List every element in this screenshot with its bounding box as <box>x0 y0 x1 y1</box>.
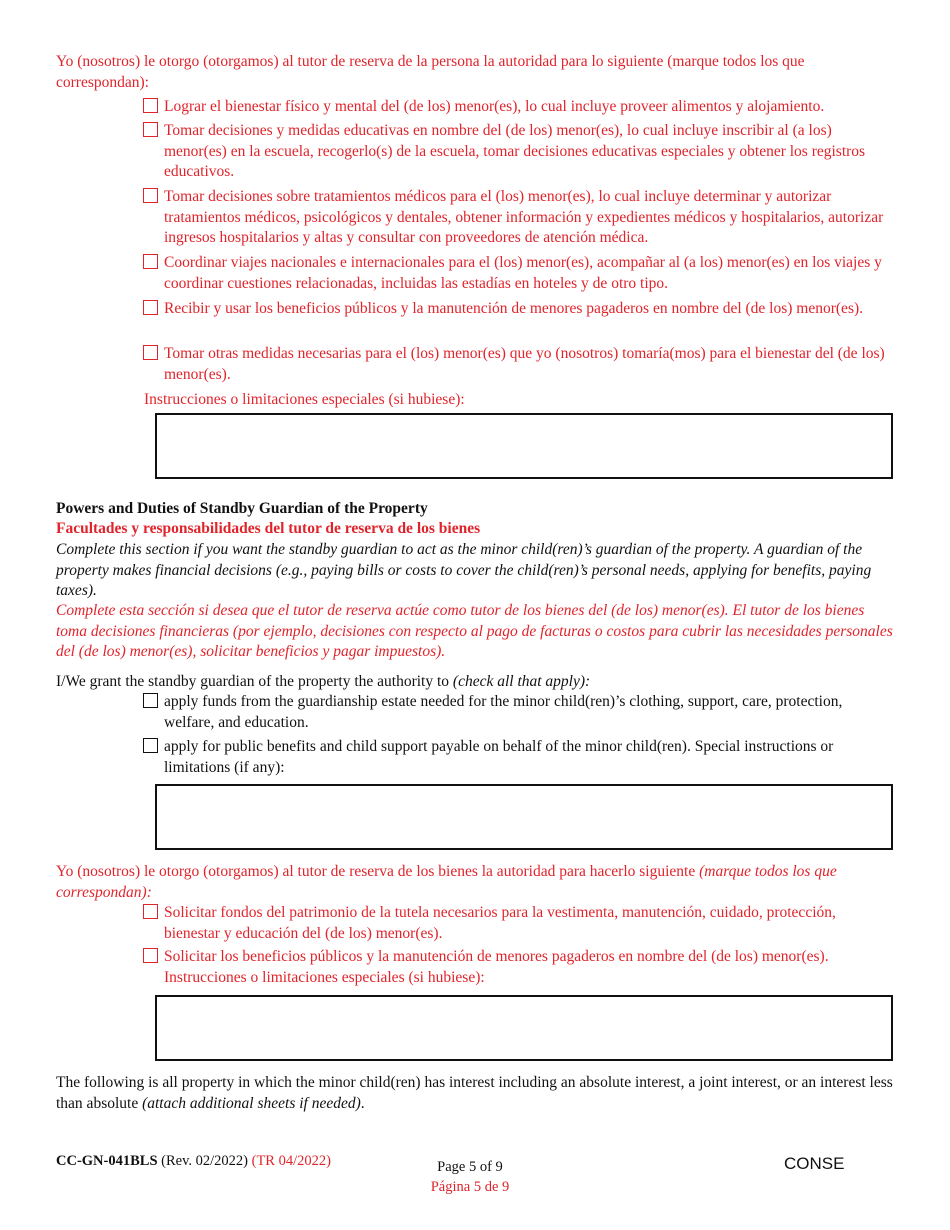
checkbox-label: Coordinar viajes nacionales e internacionales para el (los) menor(es), acompañar al (a los) menor(es) en los viajes y coordinar cuestiones relacionadas, incluidas las estadías en hoteles y de otro tipo. <box>164 254 882 292</box>
checkbox-label: apply for public benefits and child support payable on behalf of the minor child(ren). Special instructions or limitations (if any): <box>164 738 834 776</box>
checkbox-item[interactable] <box>143 903 895 944</box>
checkbox-label: Tomar decisiones y medidas educativas en nombre del (de los) menor(es), lo cual incluye inscribir al (a los) menor(es) en la escuela, recogerlo(s) de la escuela, tomar decisiones educativas especiales y obtener los registros educativos. <box>164 122 866 181</box>
checkbox-item[interactable] <box>143 344 895 385</box>
checkbox[interactable] <box>143 948 158 963</box>
instructions-text-box[interactable] <box>155 413 893 479</box>
grant-authority-en: I/We grant the standby guardian of the property the authority to (check all that apply): <box>56 673 591 690</box>
checkbox[interactable] <box>143 345 158 360</box>
form-identifier: CC-GN-041BLS (Rev. 02/2022) (TR 04/2022) <box>56 1153 331 1169</box>
checkbox[interactable] <box>143 904 158 919</box>
checkbox-label: Lograr el bienestar físico y mental del (de los) menor(es), lo cual incluye proveer alimentos y alojamiento. <box>164 98 825 115</box>
checkbox-item[interactable] <box>143 737 895 778</box>
checkbox-label: Tomar decisiones sobre tratamientos médicos para el (los) menor(es), lo cual incluye determinar y autorizar tratamientos médicos, psicológicos y dentales, obtener información y expedientes médicos y hospitalarios, autorizar ingresos hospitalarios y altas y consultar con proveedores de atención médica. <box>164 188 884 247</box>
checkbox-label: Recibir y usar los beneficios públicos y la manutención de menores pagaderos en nombre del (de los) menor(es). <box>164 300 864 317</box>
conse-label: CONSE <box>784 1154 845 1173</box>
section-heading-es: Facultades y responsabilidades del tutor de reserva de los bienes <box>56 520 481 537</box>
checkbox-item[interactable] <box>143 947 895 988</box>
checkbox-label: apply funds from the guardianship estate needed for the minor child(ren)’s clothing, support, care, protection, welfare, and education. <box>164 693 843 731</box>
instructions-text-box[interactable] <box>155 995 893 1061</box>
grant-authority-es: Yo (nosotros) le otorgo (otorgamos) al tutor de reserva de los bienes la autoridad para hacerlo siguiente (marque todos los que correspondan): <box>56 863 837 901</box>
checkbox[interactable] <box>143 122 158 137</box>
checkbox-item[interactable] <box>143 121 895 183</box>
instructions-label-es: Instrucciones o limitaciones especiales (si hubiese): <box>144 391 465 408</box>
page-number-en: Page 5 of 9 <box>437 1159 503 1175</box>
checkbox[interactable] <box>143 188 158 203</box>
instructions-text-box[interactable] <box>155 784 893 850</box>
checkbox-label: Solicitar fondos del patrimonio de la tutela necesarios para la vestimenta, manutención, cuidado, protección, bienestar y educación del (de los) menor(es). <box>164 904 836 942</box>
checkbox-item[interactable] <box>143 187 895 249</box>
page-number-es: Página 5 de 9 <box>430 1179 510 1195</box>
section-heading-en: Powers and Duties of Standby Guardian of the Property <box>56 500 428 517</box>
checkbox-item[interactable] <box>143 97 895 118</box>
personal-intro-es: Yo (nosotros) le otorgo (otorgamos) al tutor de reserva de la persona la autoridad para lo siguiente (marque todos los que correspondan): <box>56 53 805 91</box>
property-list-intro: The following is all property in which the minor child(ren) has interest including an absolute interest, a joint interest, or an interest less than absolute (attach additional sheets if needed). <box>56 1074 893 1112</box>
checkbox[interactable] <box>143 98 158 113</box>
checkbox-label: Tomar otras medidas necesarias para el (los) menor(es) que yo (nosotros) tomaría(mos) para el bienestar del (de los) menor(es). <box>164 345 885 383</box>
checkbox-item[interactable] <box>143 299 895 320</box>
checkbox-label: Solicitar los beneficios públicos y la manutención de menores pagaderos en nombre del (de los) menor(es). Instrucciones o limitaciones especiales (si hubiese): <box>164 948 829 986</box>
checkbox[interactable] <box>143 300 158 315</box>
checkbox[interactable] <box>143 693 158 708</box>
checkbox-item[interactable] <box>143 692 895 733</box>
checkbox[interactable] <box>143 738 158 753</box>
checkbox-item[interactable] <box>143 253 895 294</box>
section-description-en: Complete this section if you want the standby guardian to act as the minor child(ren)’s guardian of the property. A guardian of the property makes financial decisions (e.g., paying bills or costs to cover the child(ren)’s personal needs, applying for benefits, paying taxes). <box>56 541 872 600</box>
section-description-es: Complete esta sección si desea que el tutor de reserva actúe como tutor de los bienes del (de los) menor(es). El tutor de los bienes toma decisiones financieras (por ejemplo, decisiones con respecto al pago de facturas o costos para cubrir las necesidades personales del (de los) menor(es), solicitar beneficios y pagar impuestos). <box>56 602 893 661</box>
checkbox[interactable] <box>143 254 158 269</box>
